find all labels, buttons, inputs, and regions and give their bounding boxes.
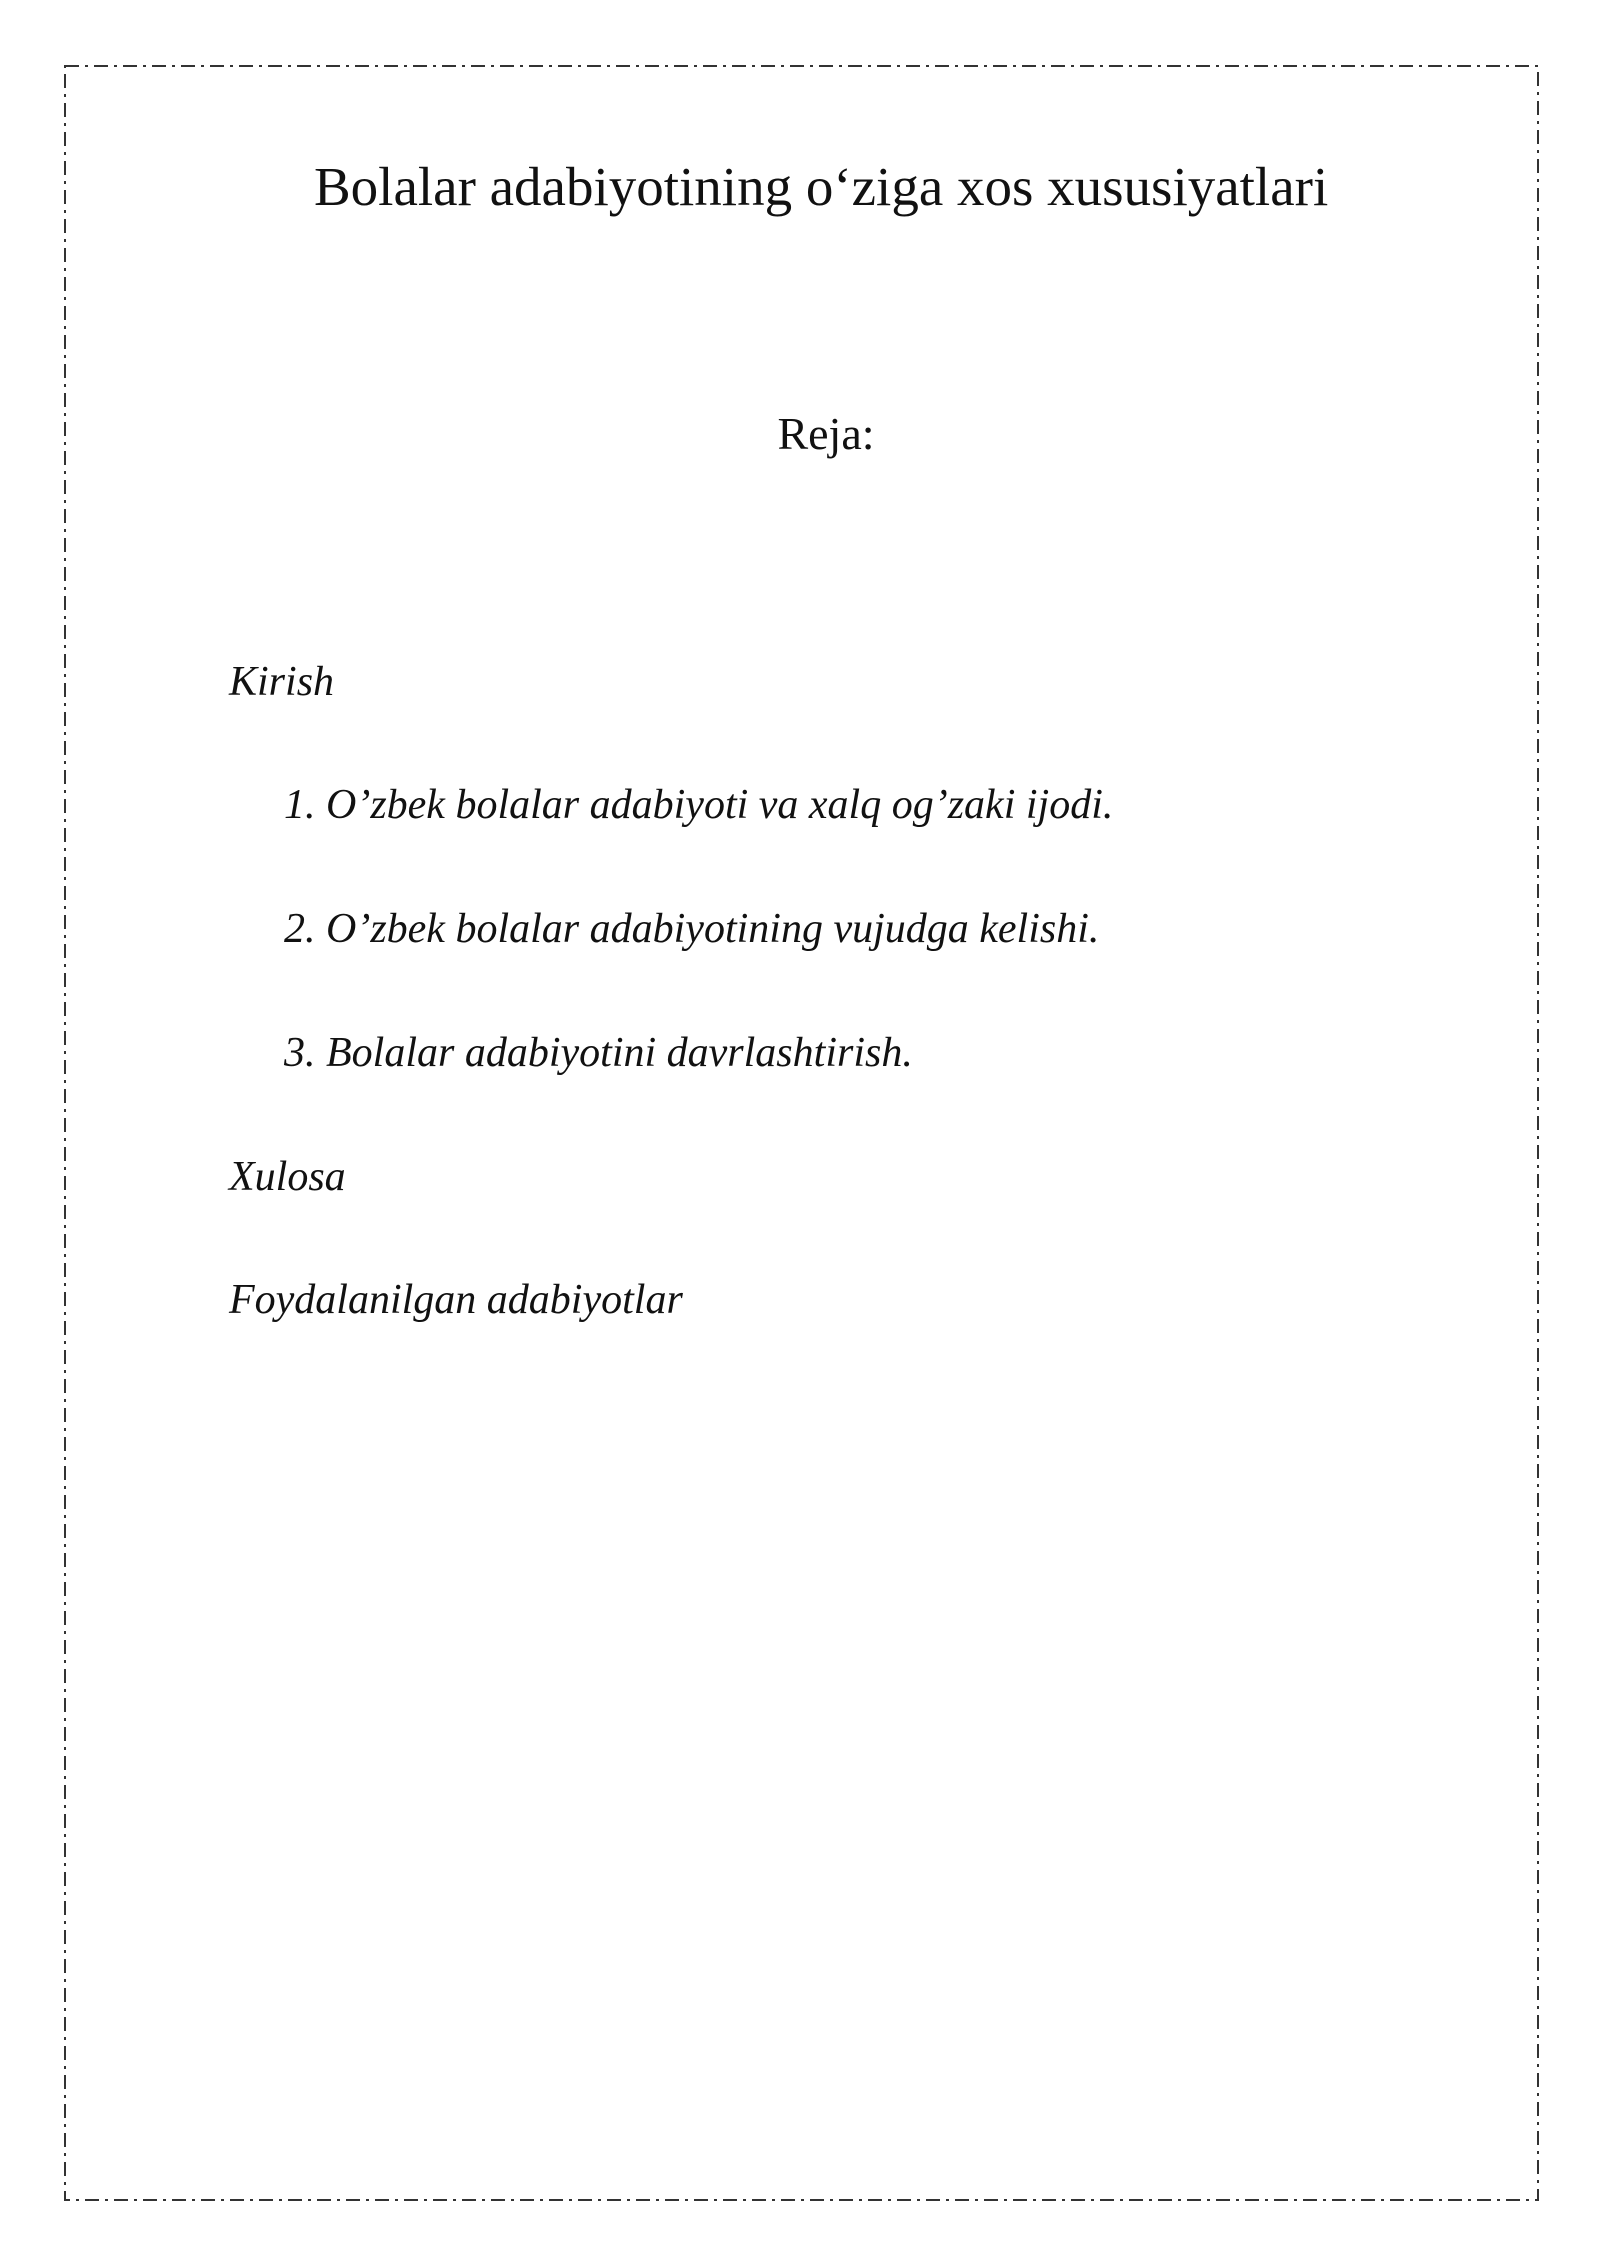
plan-item-introduction: Kirish — [229, 659, 335, 705]
plan-item-conclusion: Xulosa — [229, 1154, 346, 1200]
document-title: Bolalar adabiyotining o‘ziga xos xususiyatlari — [314, 156, 1329, 217]
plan-item-2: 2. O’zbek bolalar adabiyotining vujudga kelishi. — [284, 906, 1100, 952]
plan-item-3: 3. Bolalar adabiyotini davrlashtirish. — [284, 1030, 913, 1076]
plan-heading: Reja: — [777, 408, 875, 459]
plan-item-1: 1. O’zbek bolalar adabiyoti va xalq og’zaki ijodi. — [284, 782, 1114, 828]
plan-item-references: Foydalanilgan adabiyotlar — [229, 1277, 683, 1323]
